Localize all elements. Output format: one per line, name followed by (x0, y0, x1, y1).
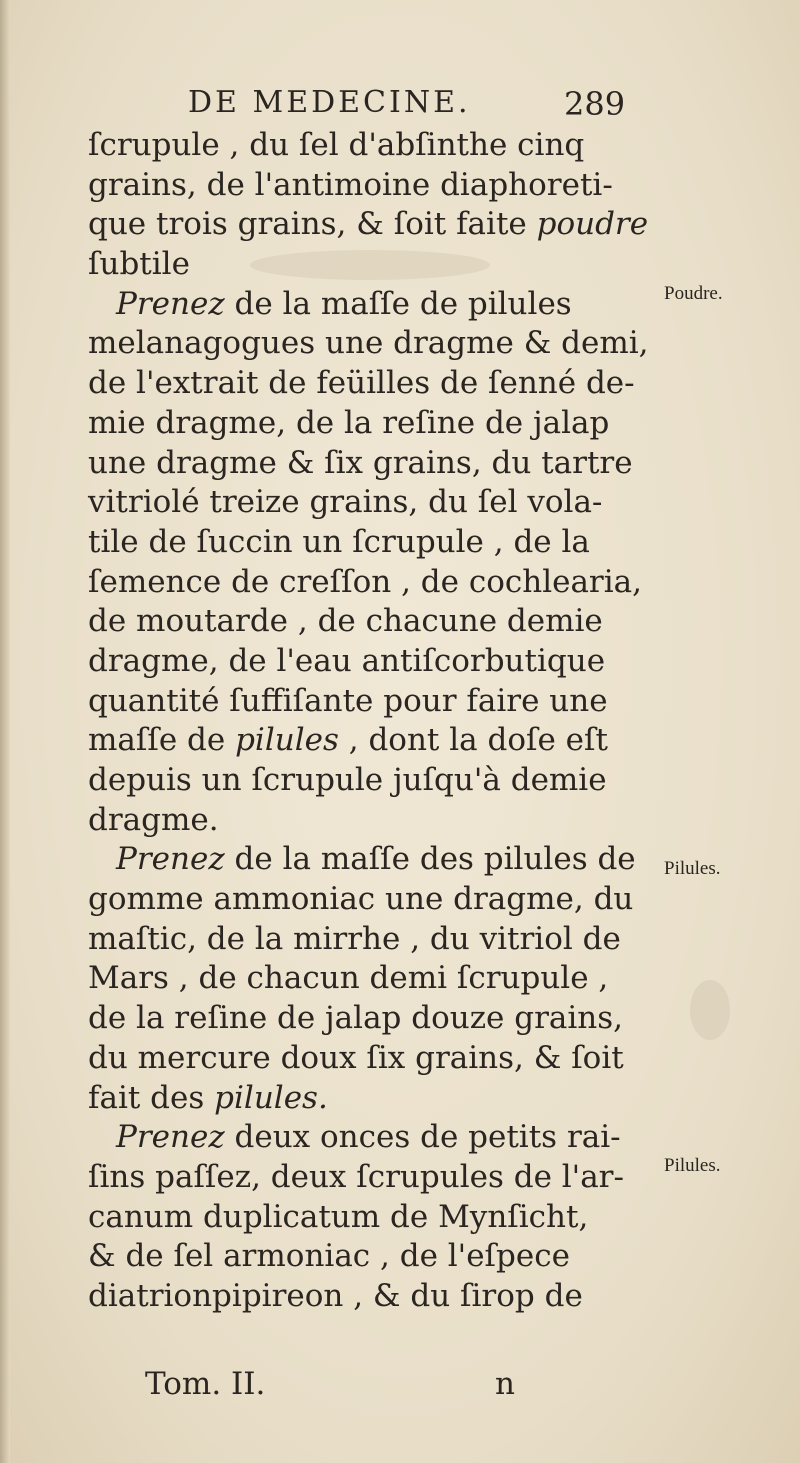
text-run: , dont la doſe eſt (338, 722, 608, 759)
text-line (88, 761, 633, 801)
text-line (88, 483, 633, 523)
text-run: ſemence de creſſon , de cochlearia, (88, 563, 643, 600)
text-run: grains, de l'antimoine diaphoreti- (88, 166, 613, 203)
text-line (88, 1237, 633, 1277)
text-line (88, 1198, 633, 1238)
margin-note: Pilules. (664, 1155, 721, 1176)
text-run: ſins paſſez, deux ſcrupules de l'ar- (88, 1158, 624, 1195)
text-line (88, 404, 633, 444)
italic-text: poudre (536, 206, 649, 243)
text-line (88, 444, 633, 484)
text-line (88, 682, 633, 722)
text-run: melanagogues une dragme & demi, (88, 325, 649, 362)
text-run: canum duplicatum de Mynſicht, (88, 1198, 589, 1235)
text-run: & de ſel armoniac , de l'eſpece (88, 1238, 570, 1275)
text-run: une dragme & ſix grains, du tartre (88, 444, 633, 481)
margin-note: Poudre. (664, 283, 723, 304)
text-run: dragme. (88, 801, 219, 838)
text-run: Mars , de chacun demi ſcrupule , (88, 960, 609, 997)
text-line (88, 959, 633, 999)
text-run: de la maſſe de pilules (224, 285, 572, 322)
text-line (88, 1118, 633, 1158)
text-run: de la maſſe des pilules de (224, 841, 636, 878)
text-run: du mercure doux ſix grains, & ſoit (88, 1039, 624, 1076)
volume-label: Tom. II. (145, 1366, 266, 1402)
text-line (88, 1079, 633, 1119)
text-line (88, 205, 649, 245)
text-line (88, 563, 643, 603)
paper-stain (690, 980, 730, 1040)
text-line (88, 880, 633, 920)
page-footer (145, 1366, 545, 1406)
text-run: que trois grains, & ſoit faite (88, 206, 537, 243)
text-line (88, 1277, 633, 1317)
text-run: diatrionpipireon , & du ſirop de (88, 1277, 583, 1314)
signature-mark: n (495, 1366, 515, 1402)
text-run: maſſe de (88, 722, 236, 759)
text-run: tile de ſuccin un ſcrupule , de la (88, 523, 590, 560)
text-run: deux onces de petits rai- (224, 1119, 621, 1156)
page-gutter-shadow (0, 0, 10, 1463)
text-line (88, 999, 633, 1039)
margin-note: Pilules. (664, 858, 721, 879)
text-line (88, 801, 633, 841)
text-line (88, 364, 633, 404)
text-run: de moutarde , de chacune demie (88, 603, 603, 640)
body-text (88, 126, 649, 1317)
text-run: quantité ſuffiſante pour faire une (88, 682, 608, 719)
text-line (88, 1039, 633, 1079)
italic-text: Prenez (116, 841, 225, 878)
page-header (88, 85, 628, 125)
text-run: de l'extrait de feüilles de ſenné de- (88, 365, 635, 402)
text-line (88, 324, 649, 364)
text-run: fait des (88, 1079, 215, 1116)
text-run: ſubtile (88, 246, 190, 283)
text-line (88, 1158, 633, 1198)
text-line (88, 166, 633, 206)
text-line (88, 840, 636, 880)
italic-text: pilules. (214, 1079, 328, 1116)
text-run: de la reſine de jalap douze grains, (88, 1000, 624, 1037)
page-number: 289 (564, 85, 626, 123)
text-run: maſtic, de la mirrhe , du vitriol de (88, 920, 621, 957)
running-head: DE MEDECINE. (188, 85, 471, 120)
text-line (88, 642, 633, 682)
text-run: depuis un ſcrupule juſqu'à demie (88, 762, 607, 798)
text-line (88, 523, 633, 563)
text-line (88, 285, 633, 325)
text-line (88, 721, 633, 761)
text-line (88, 126, 633, 166)
text-line (88, 245, 633, 285)
text-line (88, 602, 633, 642)
text-run: mie dragme, de la reſine de jalap (88, 404, 610, 441)
italic-text: Prenez (116, 285, 225, 322)
italic-text: pilules (235, 722, 339, 759)
text-run: dragme, de l'eau antiſcorbutique (88, 642, 606, 679)
text-run: ſcrupule , du ſel d'abſinthe cinq (88, 127, 585, 163)
text-run: vitriolé treize grains, du ſel vola- (88, 484, 603, 521)
italic-text: Prenez (116, 1119, 225, 1156)
text-line (88, 920, 633, 960)
text-run: gomme ammoniac une dragme, du (88, 881, 634, 918)
